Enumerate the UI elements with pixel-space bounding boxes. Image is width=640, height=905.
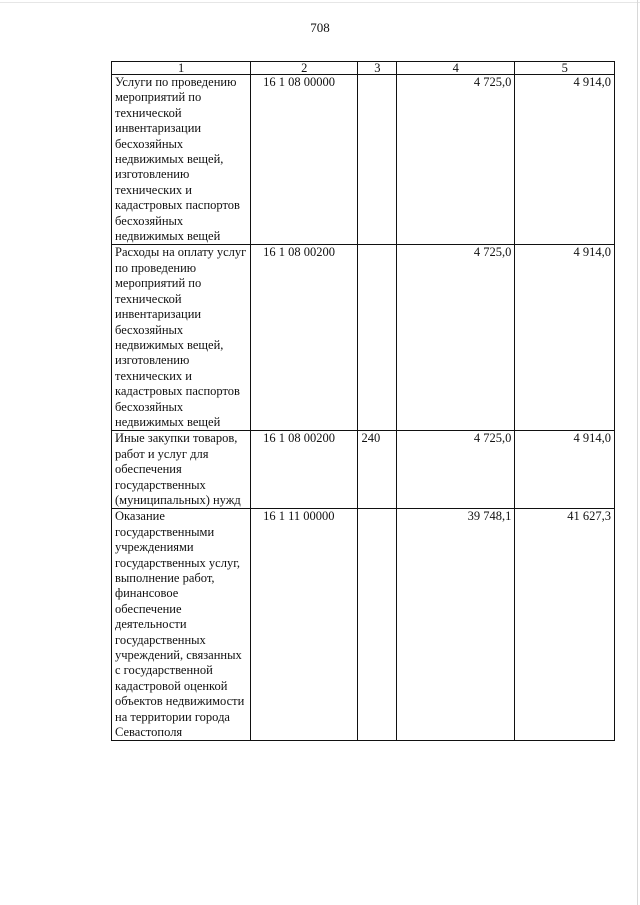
row-name-cell: Услуги по проведению мероприятий по технической инвентаризации бесхозяйных недвижимых вещей, изготовлению технических и кадастровых паспортов бесхозяйных недвижимых вещей (112, 75, 251, 245)
row-code-cell: 16 1 11 00000 (251, 509, 358, 741)
row-type-cell (358, 75, 397, 245)
row-value1-cell: 4 725,0 (397, 75, 515, 245)
scan-edge-top (0, 2, 640, 3)
column-header-4: 4 (397, 62, 515, 75)
row-value2-cell: 4 914,0 (515, 245, 615, 431)
table-row (112, 509, 615, 741)
row-value1-cell: 4 725,0 (397, 431, 515, 509)
row-value2-cell: 41 627,3 (515, 509, 615, 741)
column-header-3: 3 (358, 62, 397, 75)
row-name-cell: Расходы на оплату услуг по проведению мероприятий по технической инвентаризации бесхозяйных недвижимых вещей, изготовлению технических и кадастровых паспортов бесхозяйных недвижимых вещей (112, 245, 251, 431)
column-header-5: 5 (515, 62, 615, 75)
row-name-cell: Оказание государственными учреждениями государственных услуг, выполнение работ, финансовое обеспечение деятельности государственных учреждений, связанных с государственной кадастровой оценкой объектов недвижимости на территории города Севастополя (112, 509, 251, 741)
row-value1-cell: 4 725,0 (397, 245, 515, 431)
table-row (112, 245, 615, 431)
page-number: 708 (310, 20, 330, 35)
scan-edge-right (637, 0, 638, 905)
table-row (112, 75, 615, 245)
row-value2-cell: 4 914,0 (515, 431, 615, 509)
budget-table (111, 61, 615, 741)
row-type-cell (358, 245, 397, 431)
column-header-1: 1 (112, 62, 251, 75)
table-row (112, 431, 615, 509)
row-value1-cell: 39 748,1 (397, 509, 515, 741)
row-value2-cell: 4 914,0 (515, 75, 615, 245)
column-header-2: 2 (251, 62, 358, 75)
row-code-cell: 16 1 08 00200 (251, 245, 358, 431)
row-code-cell: 16 1 08 00200 (251, 431, 358, 509)
row-name-cell: Иные закупки товаров, работ и услуг для обеспечения государственных (муниципальных) нужд (112, 431, 251, 509)
table-header-row (112, 62, 615, 75)
row-type-cell (358, 509, 397, 741)
row-type-cell: 240 (358, 431, 397, 509)
row-code-cell: 16 1 08 00000 (251, 75, 358, 245)
